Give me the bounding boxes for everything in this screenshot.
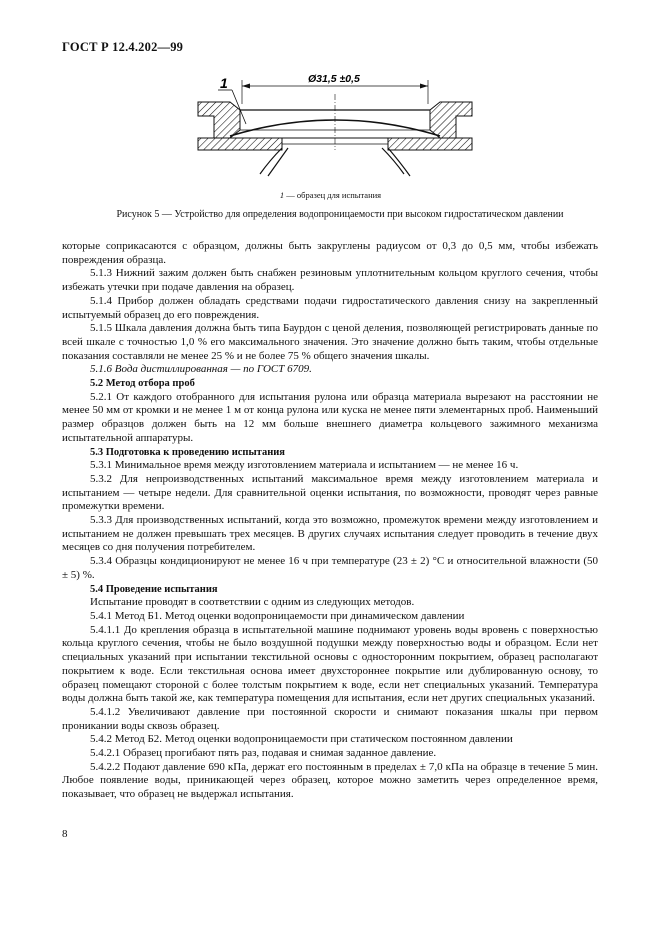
page-number: 8: [62, 828, 68, 840]
legend-number: 1: [279, 190, 285, 200]
paragraph: 5.3.2 Для непроизводственных испытаний максимальное время между изготовлением материала и испытанием — четыре недели. Для сравнительной оценки испытания, по возможности, проводят через равные промежутки времени.: [62, 472, 598, 513]
callout-number: 1: [220, 75, 228, 91]
paragraph: 5.3.4 Образцы кондиционируют не менее 16 ч при температуре (23 ± 2) °С и относительной влажности (50 ± 5) %.: [62, 555, 598, 581]
pipe-right: [382, 148, 404, 174]
dimension-label: Ø31,5 ±0,5: [308, 73, 360, 85]
paragraph: 5.1.6 Вода дистиллированная — по ГОСТ 6709.: [90, 363, 312, 376]
lower-plate-right: [388, 138, 472, 150]
paragraph: 5.1.3 Нижний зажим должен быть снабжен резиновым уплотнительным кольцом круглого сечения, чтобы избежать утечки при подаче давления на образец.: [62, 267, 598, 294]
paragraph: Испытание проводят в соответствии с одним из следующих методов.: [90, 596, 415, 609]
paragraph: 5.4.2 Метод Б2. Метод оценки водопроницаемости при статическом постоянном давлении: [90, 733, 513, 746]
legend-text: — образец для испытания: [284, 190, 382, 200]
paragraph: 5.4.2.2 Подают давление 690 кПа, держат его постоянным в пределах ± 7,0 кПа на образце в течение 5 мин. Любое появление воды, приникающей через образец, которое можно заметить через определенное время, показывает, что образец не выдержал испытания.: [62, 760, 598, 801]
paragraph: 5.4.2.1 Образец прогибают пять раз, подавая и снимая заданное давление.: [90, 747, 437, 760]
section-heading: 5.2 Метод отбора проб: [90, 378, 195, 390]
figure-caption: Рисунок 5 — Устройство для определения водопроницаемости при высоком гидростатическом давлении: [116, 209, 564, 220]
paragraph: 5.3.1 Минимальное время между изготовлением материала и испытанием — не менее 16 ч.: [90, 459, 519, 472]
document-header: ГОСТ Р 12.4.202—99: [62, 40, 184, 54]
upper-clamp-left: [198, 102, 240, 138]
paragraph: 5.2.1 От каждого отобранного для испытания рулона или образца материала вырезают на расстоянии не менее 50 мм от кромки и не менее 1 м от конца рулона или куска не менее пяти элементарных проб. Наименьший размер образцов должен быть на 12 мм больше внешнего диаметра кольцевого зажимного механизма испытательной аппаратуры.: [62, 390, 598, 444]
paragraph: 5.1.4 Прибор должен обладать средствами подачи гидростатического давления снизу на закрепленный испытуемый образец до его повреждения.: [62, 294, 598, 321]
paragraph: 5.4.1 Метод Б1. Метод оценки водопроницаемости при динамическом давлении: [90, 609, 465, 622]
figure-test-device: [190, 64, 480, 192]
section-heading: 5.3 Подготовка к проведению испытания: [90, 446, 285, 458]
paragraph: 5.1.5 Шкала давления должна быть типа Баурдон с ценой деления, позволяющей регистрировать данные по всей шкале с точностью 1,0 % его максимального значения. Это значение должно быть таким, чтобы отдельные показания составляли не менее 25 % и не более 75 % общего значения шкалы.: [62, 322, 598, 362]
paragraph: которые соприкасаются с образцом, должны быть закруглены радиусом от 0,3 до 0,5 мм, чтобы избежать повреждения образца.: [62, 240, 598, 266]
body-text: [62, 240, 598, 802]
paragraph: 5.4.1.2 Увеличивают давление при постоянной скорости и снимают показания шкалы при первом проникании воды сквозь образец.: [62, 705, 598, 732]
lower-plate-left: [198, 138, 282, 150]
section-heading: 5.4 Проведение испытания: [90, 583, 218, 595]
paragraph: 5.4.1.1 До крепления образца в испытательной машине поднимают уровень воды вровень с поверхностью кольца круглого сечения, чтобы не было воздушной подушки между поверхностью воды и образцом. Если нет специальных указаний при испытании текстильной основы с односторонним покрытием, образец располагают покрытием к воде. Если текстильная основа имеет двухстороннее покрытие или дублированную основу, то образец помещают стороной с более толстым покрытием к воде, если нет специальных указаний. Температура воды должна быть такой же, как температура помещения для испытания, если нет других специальных указаний.: [62, 623, 598, 705]
upper-clamp-right: [430, 102, 472, 138]
device-drawing: [190, 64, 480, 192]
figure-legend: [0, 190, 661, 200]
paragraph: 5.3.3 Для производственных испытаний, когда это возможно, промежуток времени между изготовлением и испытанием не должен превышать трех месяцев. В других случаях испытания следует проводить в течение двух месяцев со дня получения потребителем.: [62, 514, 598, 554]
